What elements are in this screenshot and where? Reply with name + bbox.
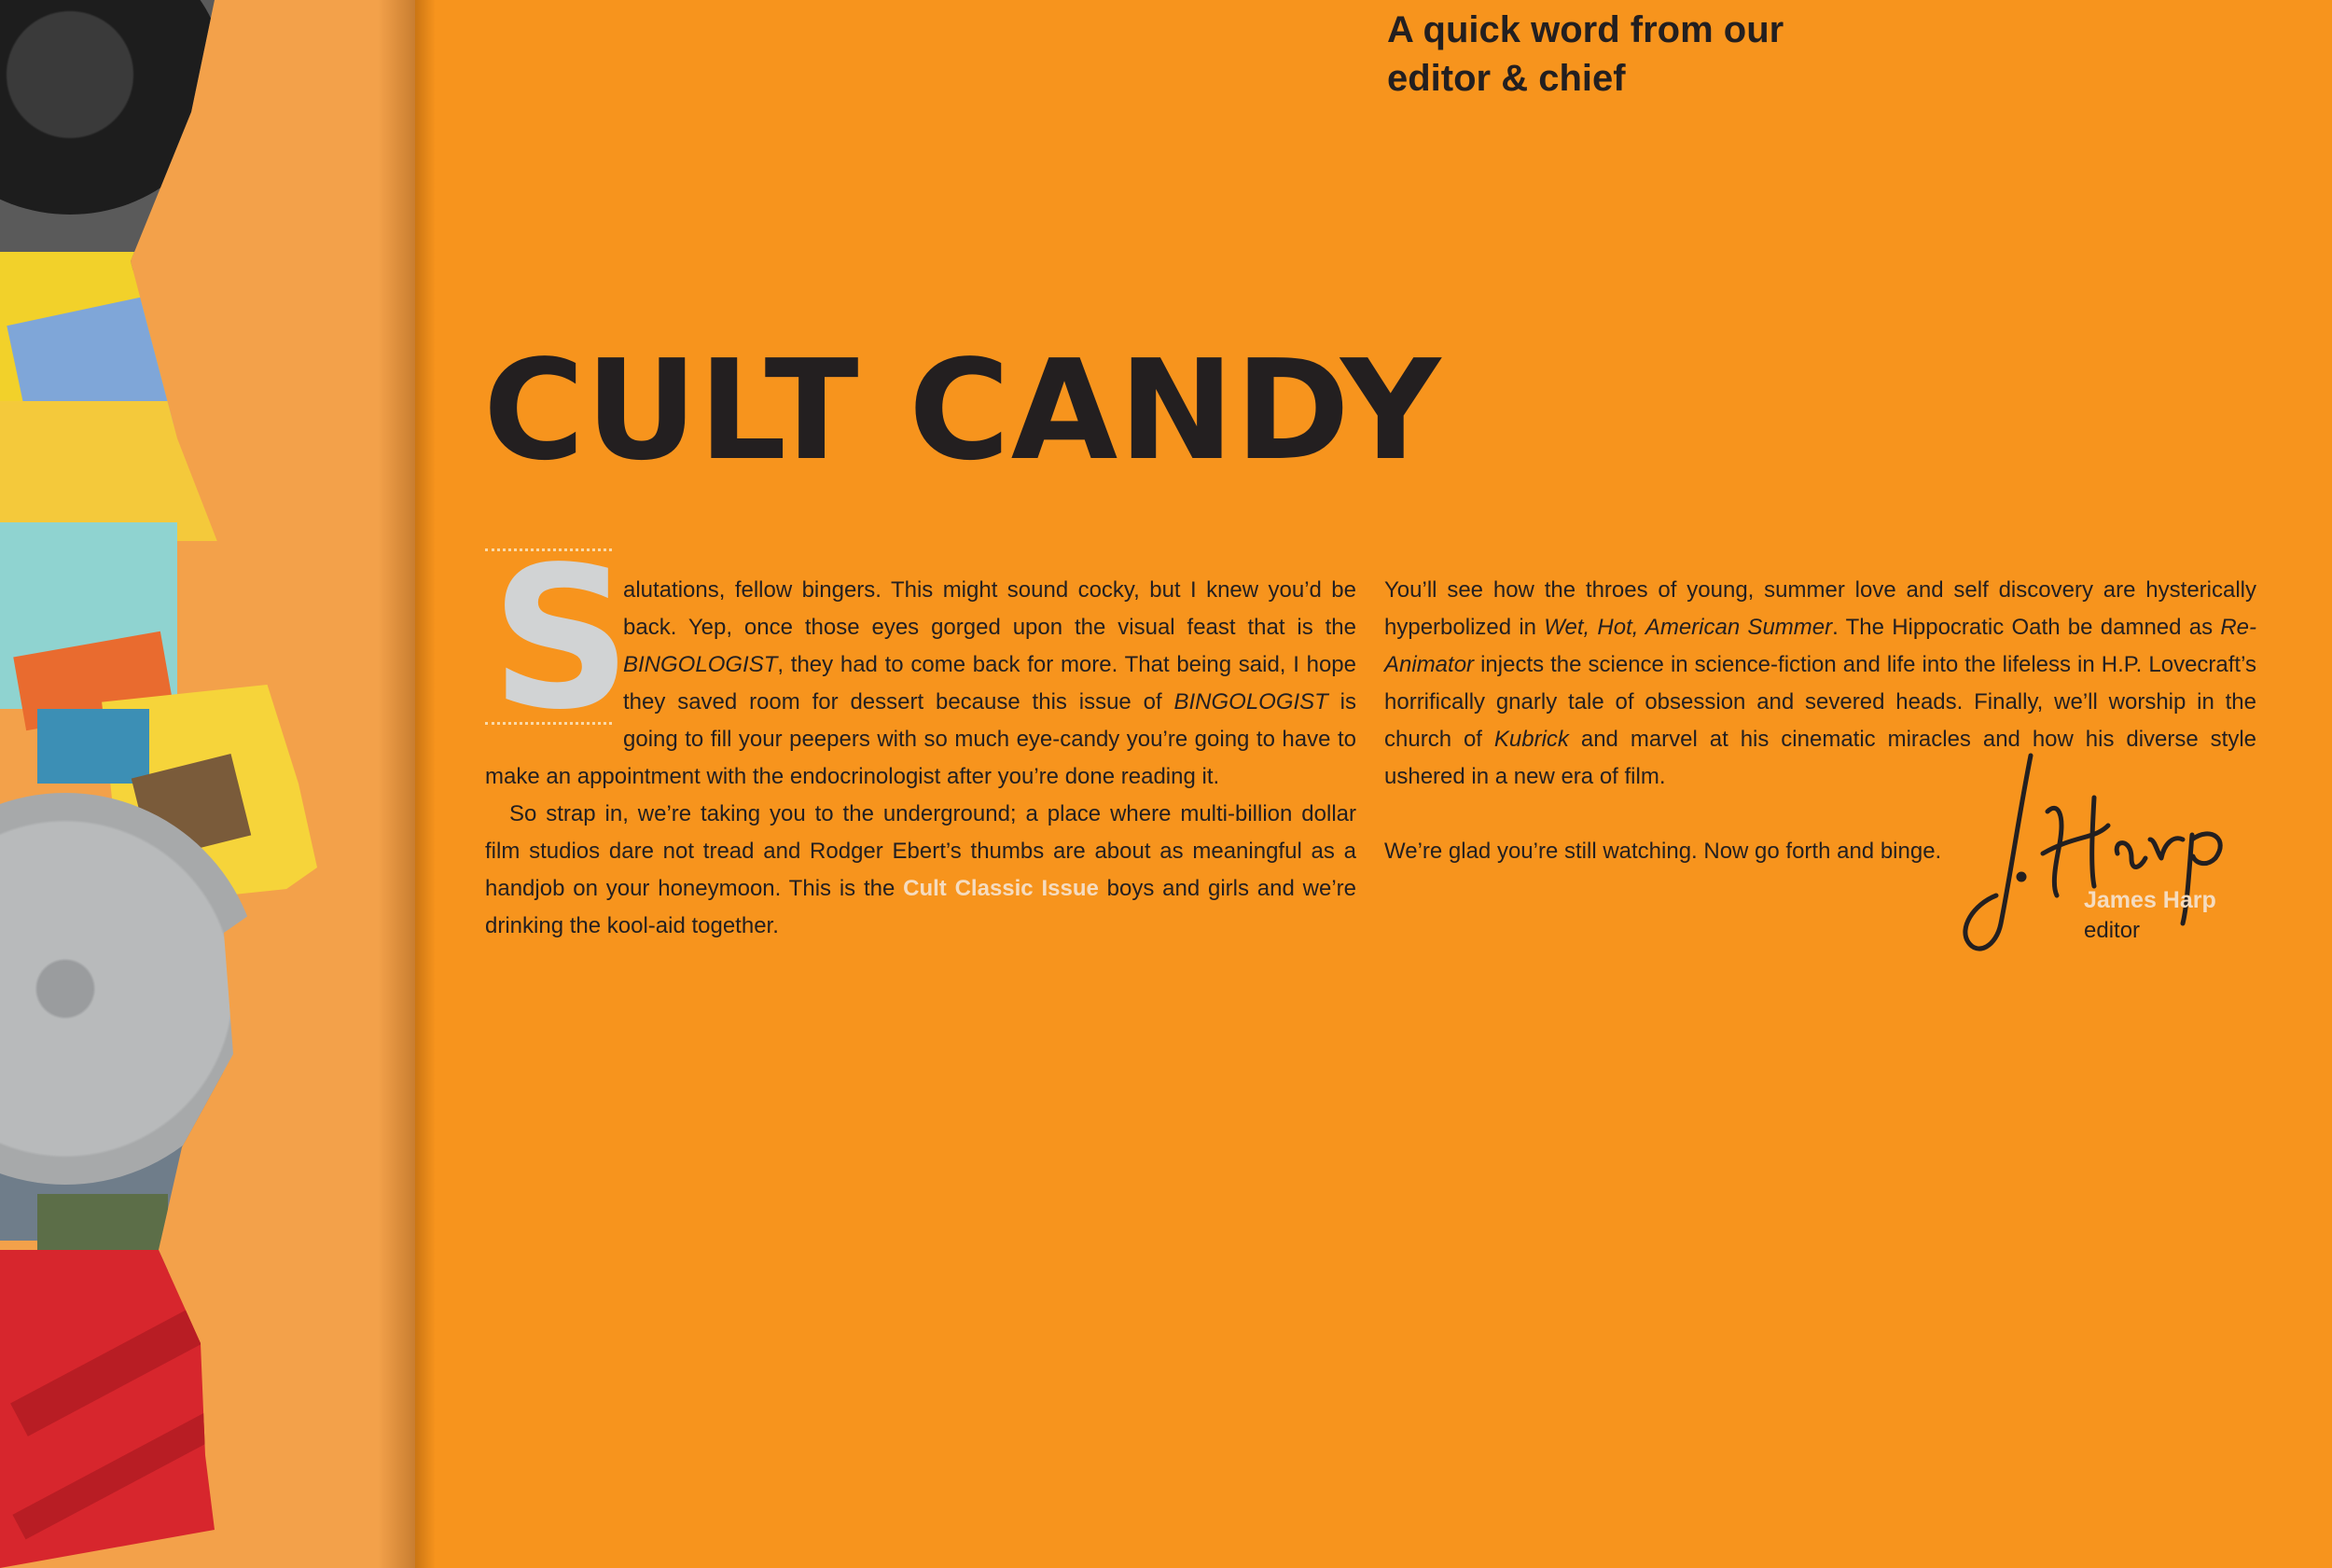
- paragraph-4: We’re glad you’re still watching. Now go forth and binge.: [1384, 839, 1942, 864]
- dropcap-block: [485, 524, 632, 753]
- magazine-name: BINGOLOGIST: [623, 652, 778, 677]
- film-title: Wet, Hot, American Summer: [1544, 615, 1833, 640]
- director-name: Kubrick: [1493, 727, 1569, 752]
- issue-name-highlight: Cult Classic Issue: [903, 876, 1099, 901]
- dropcap-letter: S: [491, 524, 632, 753]
- paragraph-2: [485, 796, 1356, 945]
- paragraph-1: [485, 524, 1357, 796]
- article-title: CULT CANDY: [483, 330, 1442, 491]
- section-kicker: [1387, 6, 1853, 103]
- paragraph-text: and marvel at his cinematic miracles and how his diverse style ushered in a new era of film.: [1384, 727, 2257, 789]
- paragraph-text: . The Hippocratic Oath be damned as: [1832, 615, 2221, 640]
- magazine-name: BINGOLOGIST: [1173, 689, 1328, 715]
- editor-role: editor: [2084, 918, 2141, 943]
- editor-name: James Harp: [2084, 887, 2216, 913]
- gutter-shadow: [378, 0, 415, 1568]
- gutter-shadow-right: [415, 0, 436, 1568]
- film-title: Re-Animator: [1384, 615, 2257, 677]
- paragraph-text: injects the science in science-fiction and life into the lifeless in H.P. Lovecraft’s horrifically gnarly tale of obsession and severed heads. Finally, we’ll worship in the church of: [1384, 652, 2256, 752]
- kicker-line-2: editor & chief: [1387, 58, 1626, 99]
- paragraph-text: boys and girls and we’re drinking the kool-aid together.: [485, 876, 1357, 938]
- article-column-left: [485, 524, 1357, 945]
- paragraph-text: alutations, fellow bingers. This might sound cocky, but I knew you’d be back. Yep, once those eyes gorged upon the visual feast that is the: [623, 577, 1356, 640]
- paragraph-text: is going to fill your peepers with so much eye-candy you’re going to have to make an appointment with the endocrinologist after you’re done reading it.: [485, 689, 1357, 789]
- dvd-collage-image: [0, 0, 326, 1568]
- black-disc-image: [0, 0, 224, 215]
- paragraph-text: So strap in, we’re taking you to the underground; a place where multi-billion dollar film studios dare not tread and Rodger Ebert’s thumbs are about as meaningful as a handjob on your honeymoon. This is the: [485, 801, 1356, 901]
- paragraph-text: , they had to come back for more. That being said, I hope they saved room for dessert because this issue of: [623, 652, 1356, 715]
- kicker-line-1: A quick word from our: [1387, 9, 1784, 50]
- facing-page: [0, 0, 415, 1568]
- dotted-rule-bottom: [485, 722, 612, 725]
- paragraph-text: You’ll see how the throes of young, summer love and self discovery are hysterically hyperbolized in: [1384, 577, 2256, 640]
